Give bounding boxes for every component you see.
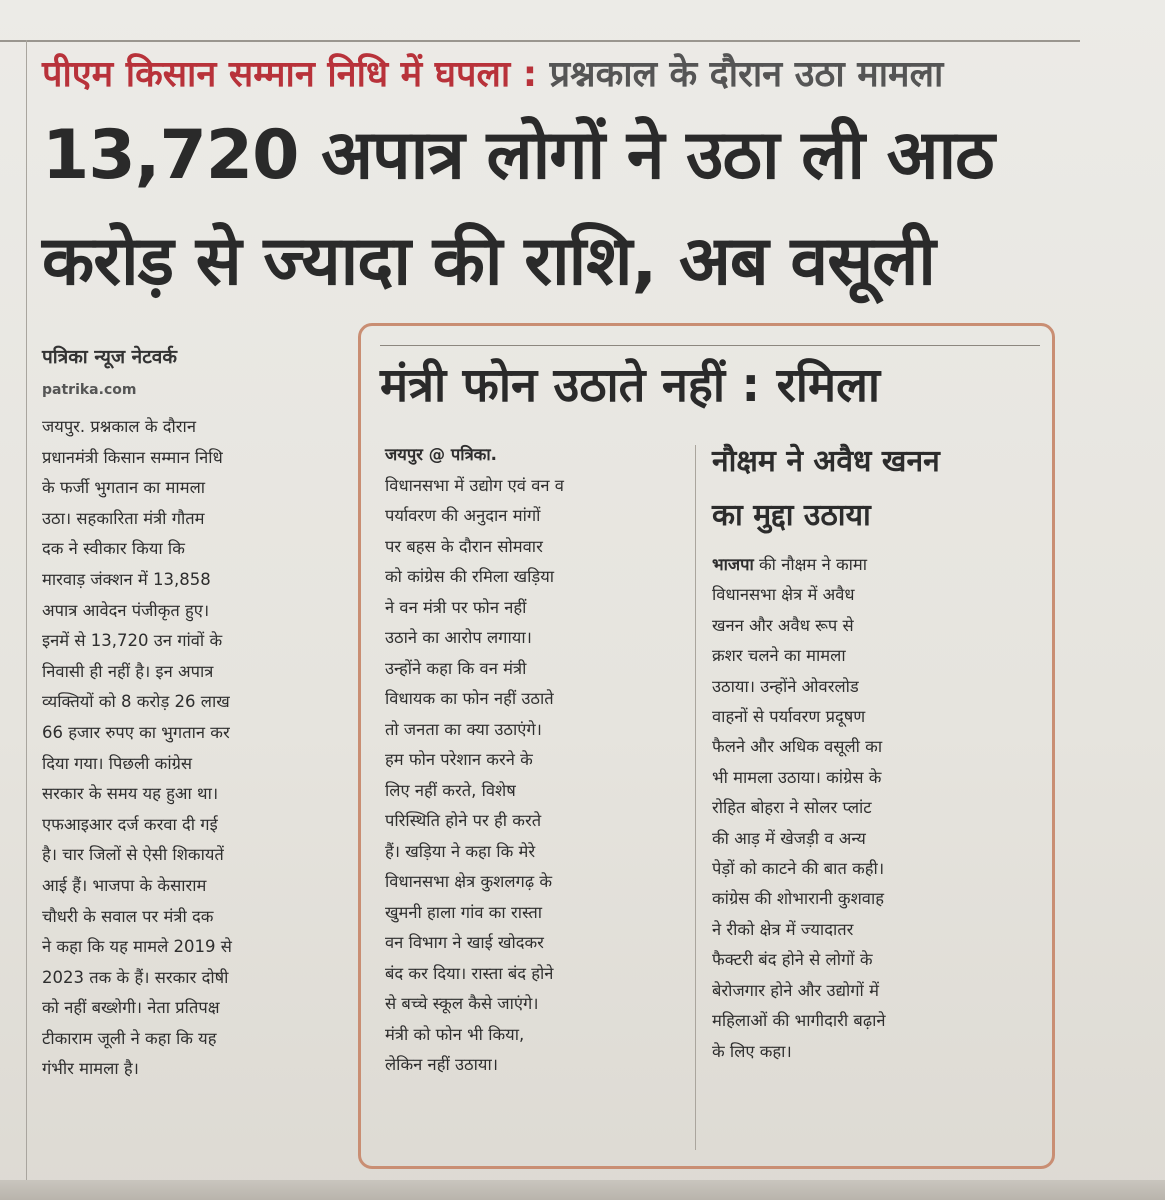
body-line: क्रशर चलने का मामला xyxy=(712,646,846,666)
body-line: सरकार के समय यह हुआ था। xyxy=(42,784,219,804)
body-line: पर बहस के दौरान सोमवार xyxy=(385,536,543,556)
body-line: बंद कर दिया। रास्ता बंद होने xyxy=(385,963,554,983)
body-line: से बच्चे स्कूल कैसे जाएंगे। xyxy=(385,994,539,1013)
body-line: टीकाराम जूली ने कहा कि यह xyxy=(42,1028,217,1048)
body-line: रोहित बोहरा ने सोलर प्लांट xyxy=(712,798,872,818)
body-line: विधानसभा क्षेत्र कुशलगढ़ के xyxy=(385,872,553,891)
body-line: व्यक्तियों को 8 करोड़ 26 लाख xyxy=(42,692,230,712)
headline-line-1: 13,720 अपात्र लोगों ने उठा ली आठ xyxy=(42,116,994,195)
box-story-body xyxy=(385,440,685,1081)
dateline: जयपुर @ पत्रिका. xyxy=(385,445,497,464)
body-line: अपात्र आवेदन पंजीकृत हुए। xyxy=(42,600,210,620)
top-divider xyxy=(0,40,1080,42)
body-line: चौधरी के सवाल पर मंत्री दक xyxy=(42,906,214,926)
body-line: दिया गया। पिछली कांग्रेस xyxy=(42,753,193,773)
body-line: खनन और अवैध रूप से xyxy=(712,615,854,635)
body-line: विधायक का फोन नहीं उठाते xyxy=(385,689,554,708)
body-line: उन्होंने कहा कि वन मंत्री xyxy=(385,658,527,678)
headline-line-2: करोड़ से ज्यादा की राशि, अब वसूली xyxy=(42,222,935,301)
body-line: गंभीर मामला है। xyxy=(42,1059,139,1079)
body-line: को कांग्रेस की रमिला खड़िया xyxy=(385,567,555,586)
body-line: कांग्रेस की शोभारानी कुशवाह xyxy=(712,889,885,909)
subheadline-line-1: नौक्षम ने अवैध खनन xyxy=(712,444,940,479)
body-line: 66 हजार रुपए का भुगतान कर xyxy=(42,722,230,742)
column-divider-left xyxy=(26,40,27,1180)
body-line: दक ने स्वीकार किया कि xyxy=(42,539,185,559)
page-bottom-edge xyxy=(0,1180,1165,1200)
body-line: पेड़ों को काटने की बात कही। xyxy=(712,859,885,879)
body-line-first xyxy=(712,550,1042,580)
body-line: लिए नहीं करते, विशेष xyxy=(385,780,516,800)
body-line: हैं। खड़िया ने कहा कि मेरे xyxy=(385,841,536,861)
body-line: विधानसभा क्षेत्र में अवैध xyxy=(712,585,855,605)
body-line: खुमनी हाला गांव का रास्ता xyxy=(385,902,543,922)
box-top-divider xyxy=(380,345,1040,346)
body-line: फैक्टरी बंद होने से लोगों के xyxy=(712,950,873,970)
body-line: उठाने का आरोप लगाया। xyxy=(385,628,532,647)
box-column-divider xyxy=(695,445,696,1150)
body-line: मारवाड़ जंक्शन में 13,858 xyxy=(42,569,211,589)
source-site: patrika.com xyxy=(42,382,137,398)
body-line: 2023 तक के हैं। सरकार दोषी xyxy=(42,967,229,987)
box-headline: मंत्री फोन उठाते नहीं : रमिला xyxy=(380,358,881,413)
first-line-rest: की नौक्षम ने कामा xyxy=(753,555,868,574)
kicker xyxy=(42,48,1062,100)
party-lead: भाजपा xyxy=(712,555,754,574)
body-line: फैलने और अधिक वसूली का xyxy=(712,737,883,757)
body-line: वाहनों से पर्यावरण प्रदूषण xyxy=(712,707,866,727)
body-line: लेकिन नहीं उठाया। xyxy=(385,1055,498,1074)
body-line: है। चार जिलों से ऐसी शिकायतें xyxy=(42,845,224,865)
body-line: बेरोजगार होने और उद्योगों में xyxy=(712,980,879,1000)
body-line: विधानसभा में उद्योग एवं वन व xyxy=(385,475,564,495)
body-line: उठा। सहकारिता मंत्री गौतम xyxy=(42,508,205,528)
body-line: की आड़ में खेजड़ी व अन्य xyxy=(712,828,866,848)
body-line: आई हैं। भाजपा के केसाराम xyxy=(42,875,207,895)
box-second-story-body xyxy=(712,550,1042,1067)
body-line: तो जनता का क्या उठाएंगे। xyxy=(385,719,542,739)
body-line: प्रधानमंत्री किसान सम्मान निधि xyxy=(42,447,223,467)
body-line: ने वन मंत्री पर फोन नहीं xyxy=(385,597,527,617)
body-line: महिलाओं की भागीदारी बढ़ाने xyxy=(712,1011,886,1031)
body-line: के फर्जी भुगतान का मामला xyxy=(42,478,206,498)
body-line: इनमें से 13,720 उन गांवों के xyxy=(42,631,223,651)
body-line: एफआइआर दर्ज करवा दी गई xyxy=(42,814,218,834)
body-line: परिस्थिति होने पर ही करते xyxy=(385,811,542,830)
body-line: निवासी ही नहीं है। इन अपात्र xyxy=(42,661,214,681)
body-line: को नहीं बख्शेगी। नेता प्रतिपक्ष xyxy=(42,998,220,1018)
body-line: के लिए कहा। xyxy=(712,1041,792,1061)
body-line: मंत्री को फोन भी किया, xyxy=(385,1024,525,1044)
subheadline-line-2: का मुद्दा उठाया xyxy=(712,498,871,533)
body-line: पर्यावरण की अनुदान मांगों xyxy=(385,506,541,525)
subheadline xyxy=(712,435,1032,543)
body-line: उठाया। उन्होंने ओवरलोड xyxy=(712,676,859,696)
body-line: वन विभाग ने खाई खोदकर xyxy=(385,933,544,952)
body-line: भी मामला उठाया। कांग्रेस के xyxy=(712,767,882,787)
body-line: जयपुर. प्रश्नकाल के दौरान xyxy=(42,417,196,436)
byline: पत्रिका न्यूज नेटवर्क xyxy=(42,346,177,368)
kicker-context: प्रश्नकाल के दौरान उठा मामला xyxy=(549,54,944,95)
body-line: ने कहा कि यह मामले 2019 से xyxy=(42,937,232,957)
kicker-topic: पीएम किसान सम्मान निधि में घपला : xyxy=(42,54,538,95)
main-story-body xyxy=(42,412,347,1085)
body-line: हम फोन परेशान करने के xyxy=(385,750,533,769)
body-line: ने रीको क्षेत्र में ज्यादातर xyxy=(712,919,854,939)
